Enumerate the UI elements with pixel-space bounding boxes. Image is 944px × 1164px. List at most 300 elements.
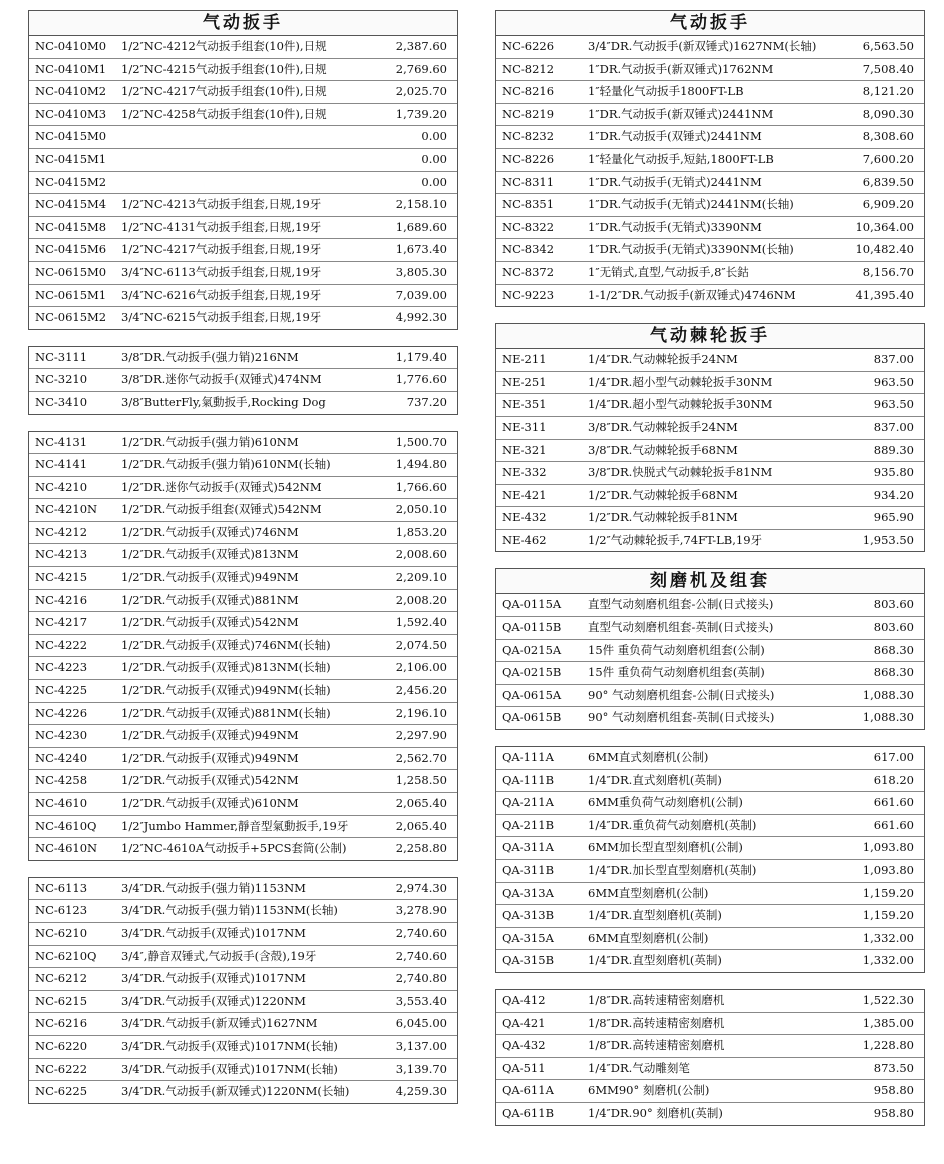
- table-row: [496, 905, 924, 928]
- product-price: 1,494.80: [395, 457, 447, 472]
- right-table-block: [495, 989, 925, 1126]
- product-code: NC-0615M1: [35, 287, 107, 302]
- table-row: [29, 1013, 457, 1036]
- product-description: 6MM直式刻磨机(公制): [588, 750, 709, 765]
- table-row: [29, 725, 457, 748]
- product-description: 1/4″DR.超小型气动棘轮扳手30NM: [588, 397, 773, 412]
- table-row: [496, 440, 924, 463]
- product-description: 15件 重负荷气动刻磨机组套(英制): [588, 665, 765, 680]
- product-price: 868.30: [873, 665, 914, 680]
- table-row: [496, 1035, 924, 1058]
- table-row: [496, 104, 924, 127]
- product-description: 3/8″DR.迷你气动扳手(双锤式)474NM: [121, 372, 322, 387]
- table-row: [496, 1103, 924, 1125]
- product-price: 2,258.80: [395, 841, 447, 856]
- product-description: 1″DR.气动扳手(双锤式)2441NM: [588, 129, 762, 144]
- table-row: [29, 923, 457, 946]
- table-row: [29, 680, 457, 703]
- product-price: 958.80: [873, 1105, 914, 1120]
- product-code: QA-313A: [502, 885, 554, 900]
- product-description: 直型气动刻磨机组套-公制(日式接头): [588, 597, 774, 612]
- product-description: 1/2″DR.气动扳手组套(双锤式)542NM: [121, 502, 322, 517]
- table-row: [496, 594, 924, 617]
- product-price: 1,088.30: [862, 687, 914, 702]
- product-description: 1/4″DR.直型刻磨机(英制): [588, 953, 722, 968]
- table-row: [29, 369, 457, 392]
- product-price: 2,209.10: [395, 570, 447, 585]
- product-code: NC-4610N: [35, 841, 98, 856]
- table-row: [496, 349, 924, 372]
- table-row: [496, 530, 924, 552]
- product-price: 1,228.80: [862, 1038, 914, 1053]
- table-row: [29, 816, 457, 839]
- product-description: 3/8″DR.快脱式气动棘轮扳手81NM: [588, 465, 773, 480]
- table-row: [496, 1058, 924, 1081]
- product-description: 1/2″NC-4258气动扳手组套(10件),日规: [121, 106, 327, 121]
- section-title: 气动棘轮扳手: [496, 324, 924, 349]
- table-row: [29, 748, 457, 771]
- product-price: 2,065.40: [395, 818, 447, 833]
- product-price: 0.00: [421, 129, 447, 144]
- product-code: NC-0410M2: [35, 84, 107, 99]
- product-code: NC-6212: [35, 971, 88, 986]
- product-price: 803.60: [873, 597, 914, 612]
- product-code: QA-313B: [502, 908, 555, 923]
- left-table-block: [28, 10, 458, 330]
- table-row: [496, 394, 924, 417]
- product-description: 1/2″DR.气动扳手(双锤式)813NM(长轴): [121, 660, 331, 675]
- product-code: NC-8322: [502, 219, 555, 234]
- table-row: [29, 194, 457, 217]
- product-description: 1-1/2″DR.气动扳手(新双锤式)4746NM: [588, 287, 796, 302]
- product-description: 1/2″NC-4217气动扳手组套(10件),日规: [121, 84, 327, 99]
- product-price: 4,992.30: [395, 310, 447, 325]
- table-row: [496, 815, 924, 838]
- product-code: QA-0615A: [502, 687, 562, 702]
- table-row: [496, 81, 924, 104]
- product-description: 1/4″DR.超小型气动棘轮扳手30NM: [588, 374, 773, 389]
- product-code: QA-421: [502, 1015, 546, 1030]
- product-code: NC-4213: [35, 547, 88, 562]
- product-code: NC-6225: [35, 1084, 88, 1099]
- table-row: [29, 522, 457, 545]
- table-row: [29, 59, 457, 82]
- product-code: NC-4222: [35, 637, 88, 652]
- product-code: NC-0415M4: [35, 197, 107, 212]
- product-price: 803.60: [873, 620, 914, 635]
- product-description: 直型气动刻磨机组套-英制(日式接头): [588, 620, 774, 635]
- table-row: [29, 1059, 457, 1082]
- product-description: 1″DR.气动扳手(无销式)3390NM: [588, 219, 762, 234]
- product-code: QA-412: [502, 992, 546, 1007]
- table-row: [29, 285, 457, 308]
- table-row: [496, 462, 924, 485]
- product-description: 3/4″DR.气动扳手(双锤式)1017NM(长轴): [121, 1038, 338, 1053]
- product-code: QA-0115B: [502, 620, 562, 635]
- product-price: 2,769.60: [395, 61, 447, 76]
- product-price: 2,074.50: [395, 637, 447, 652]
- section-title: 气动扳手: [29, 11, 457, 36]
- product-price: 1,776.60: [395, 372, 447, 387]
- product-code: NC-8232: [502, 129, 555, 144]
- product-description: 1/2″DR.气动扳手(双锤式)542NM: [121, 773, 299, 788]
- product-code: QA-315B: [502, 953, 555, 968]
- product-description: 1/2″NC-4131气动扳手组套,日规,19牙: [121, 219, 322, 234]
- product-price: 2,562.70: [395, 750, 447, 765]
- product-price: 1,853.20: [395, 524, 447, 539]
- product-price: 0.00: [421, 174, 447, 189]
- table-row: [29, 307, 457, 329]
- product-price: 1,592.40: [395, 615, 447, 630]
- product-price: 1,159.20: [862, 885, 914, 900]
- product-price: 2,050.10: [395, 502, 447, 517]
- product-code: NC-9223: [502, 287, 555, 302]
- table-row: [29, 838, 457, 860]
- table-row: [29, 968, 457, 991]
- product-description: 1/2″NC-4213气动扳手组套,日规,19牙: [121, 197, 322, 212]
- product-code: NC-4258: [35, 773, 88, 788]
- product-code: NC-0415M0: [35, 129, 107, 144]
- table-row: [496, 860, 924, 883]
- product-code: NE-432: [502, 510, 547, 525]
- product-price: 6,563.50: [862, 39, 914, 53]
- product-code: NC-3210: [35, 372, 88, 387]
- table-row: [29, 703, 457, 726]
- product-description: 90° 气动刻磨机组套-英制(日式接头): [588, 710, 775, 725]
- table-row: [496, 149, 924, 172]
- product-code: NC-3410: [35, 394, 88, 409]
- table-row: [29, 262, 457, 285]
- product-price: 935.80: [873, 465, 914, 480]
- table-row: [496, 990, 924, 1013]
- product-code: NC-4216: [35, 592, 88, 607]
- product-code: QA-211A: [502, 795, 554, 810]
- product-price: 1,179.40: [395, 349, 447, 364]
- product-description: [121, 172, 377, 194]
- table-row: [496, 126, 924, 149]
- table-row: [496, 1013, 924, 1036]
- left-table-block: [28, 431, 458, 861]
- product-code: QA-315A: [502, 930, 554, 945]
- product-description: 1/2″DR.气动扳手(双锤式)881NM: [121, 592, 299, 607]
- table-row: [29, 612, 457, 635]
- product-code: NC-6220: [35, 1038, 88, 1053]
- product-description: 1″DR.气动扳手(无销式)3390NM(长轴): [588, 242, 794, 257]
- product-code: NC-0615M0: [35, 264, 107, 279]
- product-code: NC-8342: [502, 242, 555, 257]
- product-code: NC-8219: [502, 106, 555, 121]
- product-description: 1/4″DR.直式刻磨机(英制): [588, 772, 722, 787]
- product-price: 6,839.50: [862, 174, 914, 189]
- product-description: 1/4″DR.气动雕刻笔: [588, 1060, 690, 1075]
- product-price: 2,025.70: [395, 84, 447, 99]
- table-row: [29, 635, 457, 658]
- table-row: [496, 950, 924, 972]
- section-title: 刻磨机及组套: [496, 569, 924, 594]
- product-description: 1″轻量化气动扳手,短鈷,1800FT-LB: [588, 151, 774, 166]
- product-description: 3/4″DR.气动扳手(强力销)1153NM: [121, 880, 306, 895]
- product-code: NC-4240: [35, 750, 88, 765]
- product-code: QA-511: [502, 1060, 546, 1075]
- product-price: 1,385.00: [862, 1015, 914, 1030]
- product-code: NC-8226: [502, 151, 555, 166]
- product-code: NC-6123: [35, 903, 88, 918]
- table-row: [29, 432, 457, 455]
- product-description: 1/8″DR.高转速精密刻磨机: [588, 1038, 725, 1053]
- product-price: 661.60: [873, 817, 914, 832]
- product-code: QA-111B: [502, 772, 555, 787]
- product-price: 10,482.40: [855, 242, 914, 257]
- right-table-block: [495, 10, 925, 307]
- product-code: NC-4225: [35, 683, 88, 698]
- product-price: 963.50: [873, 374, 914, 389]
- table-row: [29, 946, 457, 969]
- product-price: 7,600.20: [862, 151, 914, 166]
- product-code: QA-432: [502, 1038, 546, 1053]
- product-price: 618.20: [873, 772, 914, 787]
- product-code: NC-0415M8: [35, 219, 107, 234]
- table-row: [496, 770, 924, 793]
- product-description: 1/2″气动棘轮扳手,74FT-LB,19牙: [588, 532, 763, 547]
- product-description: 90° 气动刻磨机组套-公制(日式接头): [588, 687, 775, 702]
- product-price: 3,278.90: [395, 903, 447, 918]
- product-description: 1/2″DR.气动扳手(双锤式)746NM: [121, 524, 299, 539]
- product-description: 1/2″NC-4217气动扳手组套,日规,19牙: [121, 242, 322, 257]
- product-code: QA-111A: [502, 750, 554, 765]
- product-price: 3,805.30: [395, 264, 447, 279]
- product-price: 837.00: [873, 352, 914, 367]
- product-description: 1/4″DR.重负荷气动刻磨机(英制): [588, 817, 757, 832]
- left-table-block: [28, 346, 458, 415]
- product-price: 1,258.50: [395, 773, 447, 788]
- table-row: [496, 194, 924, 217]
- product-price: 617.00: [873, 750, 914, 765]
- product-code: NC-6113: [35, 880, 88, 895]
- product-code: NC-8372: [502, 264, 555, 279]
- table-row: [29, 770, 457, 793]
- product-description: 1/8″DR.高转速精密刻磨机: [588, 1015, 725, 1030]
- product-price: 8,090.30: [862, 106, 914, 121]
- product-description: 1/2″DR.气动棘轮扳手68NM: [588, 487, 738, 502]
- product-price: 1,093.80: [862, 863, 914, 877]
- product-code: NC-4210N: [35, 502, 98, 517]
- product-description: 1/2″DR.气动扳手(双锤式)949NM: [121, 750, 299, 765]
- table-row: [29, 217, 457, 240]
- product-code: NC-0410M0: [35, 39, 107, 53]
- table-row: [29, 104, 457, 127]
- product-price: 1,739.20: [395, 106, 447, 121]
- product-code: NC-4212: [35, 524, 88, 539]
- product-price: 2,158.10: [395, 197, 447, 212]
- product-code: NE-462: [502, 532, 547, 547]
- table-row: [496, 640, 924, 663]
- product-code: NC-6216: [35, 1016, 88, 1031]
- product-description: 1″无销式,直型,气动扳手,8″长鈷: [588, 264, 749, 279]
- product-price: 1,766.60: [395, 479, 447, 494]
- product-description: 1/2″DR.气动扳手(双锤式)949NM(长轴): [121, 683, 331, 698]
- product-code: NC-4131: [35, 434, 88, 449]
- product-description: 1/2″DR.气动棘轮扳手81NM: [588, 510, 738, 525]
- product-price: 737.20: [406, 394, 447, 409]
- product-code: NC-4610: [35, 796, 88, 810]
- table-row: [29, 126, 457, 149]
- product-code: NC-6210: [35, 925, 88, 940]
- product-price: 8,121.20: [862, 84, 914, 99]
- product-price: 868.30: [873, 642, 914, 657]
- product-code: NC-8311: [502, 174, 555, 189]
- table-row: [29, 793, 457, 816]
- product-price: 0.00: [421, 151, 447, 166]
- product-description: 3/4″NC-6215气动扳手组套,日规,19牙: [121, 310, 322, 325]
- product-code: NC-4610Q: [35, 818, 97, 833]
- product-description: 1/2″NC-4215气动扳手组套(10件),日规: [121, 61, 327, 76]
- product-description: 1/4″DR.加长型直型刻磨机(英制): [588, 863, 757, 877]
- left-table-block: [28, 877, 458, 1104]
- product-price: 3,137.00: [395, 1038, 447, 1053]
- table-row: [29, 81, 457, 104]
- product-code: NC-4215: [35, 570, 88, 585]
- product-description: 3/8″DR.气动棘轮扳手24NM: [588, 419, 738, 434]
- product-price: 3,553.40: [395, 993, 447, 1008]
- table-row: [496, 239, 924, 262]
- product-code: NC-6215: [35, 993, 88, 1008]
- product-code: NC-6226: [502, 39, 555, 53]
- product-description: 1/2″DR.迷你气动扳手(双锤式)542NM: [121, 479, 322, 494]
- product-code: NE-351: [502, 397, 547, 412]
- table-row: [496, 883, 924, 906]
- product-description: 1″DR.气动扳手(无销式)2441NM(长轴): [588, 197, 794, 212]
- table-row: [496, 485, 924, 508]
- product-price: 6,909.20: [862, 197, 914, 212]
- product-code: NC-0415M6: [35, 242, 107, 257]
- product-description: 3/8″DR.气动棘轮扳手68NM: [588, 442, 738, 457]
- product-code: NC-4230: [35, 728, 88, 743]
- product-description: 6MM90° 刻磨机(公制): [588, 1083, 710, 1098]
- product-description: 3/4″DR.气动扳手(新双锤式)1627NM(长轴): [588, 39, 817, 53]
- table-row: [496, 59, 924, 82]
- product-description: 6MM直型刻磨机(公制): [588, 885, 709, 900]
- product-price: 1,159.20: [862, 908, 914, 923]
- product-code: QA-311B: [502, 863, 555, 877]
- product-code: QA-0615B: [502, 710, 562, 725]
- product-code: NE-251: [502, 374, 547, 389]
- product-code: NE-211: [502, 352, 547, 367]
- product-description: 1/2″DR.气动扳手(双锤式)542NM: [121, 615, 299, 630]
- product-price: 7,508.40: [862, 61, 914, 76]
- section-title: 气动扳手: [496, 11, 924, 36]
- product-price: 1,332.00: [862, 953, 914, 968]
- product-price: 1,689.60: [395, 219, 447, 234]
- table-row: [496, 792, 924, 815]
- product-price: 2,106.00: [395, 660, 447, 675]
- right-table-block: [495, 323, 925, 552]
- product-description: 6MM加长型直型刻磨机(公制): [588, 840, 743, 855]
- table-row: [496, 172, 924, 195]
- table-row: [496, 217, 924, 240]
- product-price: 965.90: [873, 510, 914, 525]
- product-price: 1,953.50: [862, 532, 914, 547]
- product-description: [121, 149, 377, 171]
- table-row: [29, 477, 457, 500]
- table-row: [29, 991, 457, 1014]
- product-price: 2,387.60: [395, 39, 447, 53]
- product-code: NC-4217: [35, 615, 88, 630]
- product-description: 3/4″NC-6216气动扳手组套,日规,19牙: [121, 287, 322, 302]
- product-code: QA-611A: [502, 1083, 554, 1098]
- product-code: NE-332: [502, 465, 547, 480]
- product-description: 1″DR.气动扳手(新双锤式)2441NM: [588, 106, 774, 121]
- product-description: 3/4″DR.气动扳手(双锤式)1220NM: [121, 993, 306, 1008]
- table-row: [29, 590, 457, 613]
- table-row: [496, 285, 924, 307]
- table-row: [29, 36, 457, 59]
- product-price: 1,088.30: [862, 710, 914, 725]
- left-column: [28, 10, 458, 1104]
- product-description: 1/2″Jumbo Hammer,靜音型氣動扳手,19牙: [121, 818, 349, 833]
- product-description: 1/2″DR.气动扳手(双锤式)813NM: [121, 547, 299, 562]
- product-description: 3/4″DR.气动扳手(强力销)1153NM(长轴): [121, 903, 338, 918]
- product-price: 661.60: [873, 795, 914, 810]
- product-price: 873.50: [873, 1060, 914, 1075]
- product-description: 3/4″DR.气动扳手(新双锤式)1627NM: [121, 1016, 318, 1031]
- right-table-block: [495, 568, 925, 730]
- product-price: 2,740.60: [395, 925, 447, 940]
- product-price: 2,008.20: [395, 592, 447, 607]
- table-row: [29, 544, 457, 567]
- product-description: 1/2″DR.气动扳手(双锤式)881NM(长轴): [121, 705, 331, 720]
- product-code: NC-8351: [502, 197, 555, 212]
- product-description: 1/2″DR.气动扳手(强力销)610NM(长轴): [121, 457, 331, 472]
- product-price: 6,045.00: [395, 1016, 447, 1031]
- product-code: NC-6210Q: [35, 948, 97, 963]
- product-code: QA-211B: [502, 817, 555, 832]
- product-description: 1/4″DR.直型刻磨机(英制): [588, 908, 722, 923]
- product-code: NC-0615M2: [35, 310, 107, 325]
- product-code: NC-4223: [35, 660, 88, 675]
- product-price: 1,522.30: [862, 992, 914, 1007]
- table-row: [496, 747, 924, 770]
- product-price: 2,297.90: [395, 728, 447, 743]
- table-row: [496, 507, 924, 530]
- right-column: [495, 10, 925, 1126]
- table-row: [29, 1036, 457, 1059]
- product-code: NC-0415M1: [35, 151, 107, 166]
- product-code: NC-0410M1: [35, 61, 107, 76]
- table-row: [496, 262, 924, 285]
- product-price: 958.80: [873, 1083, 914, 1098]
- table-row: [496, 417, 924, 440]
- product-code: NC-8212: [502, 61, 555, 76]
- table-row: [29, 172, 457, 195]
- product-description: 3/4″DR.气动扳手(新双锤式)1220NM(长轴): [121, 1084, 350, 1099]
- product-price: 2,008.60: [395, 547, 447, 562]
- product-description: 1/4″DR.90° 刻磨机(英制): [588, 1105, 723, 1120]
- product-code: NC-4210: [35, 479, 88, 494]
- product-price: 2,065.40: [395, 796, 447, 810]
- product-price: 2,974.30: [395, 880, 447, 895]
- product-price: 1,093.80: [862, 840, 914, 855]
- product-description: 3/4″,静音双锤式,气动扳手(含殻),19牙: [121, 948, 317, 963]
- product-code: QA-0115A: [502, 597, 562, 612]
- product-price: 7,039.00: [395, 287, 447, 302]
- table-row: [496, 372, 924, 395]
- table-row: [29, 454, 457, 477]
- product-description: 1/2″DR.气动扳手(双锤式)746NM(长轴): [121, 637, 331, 652]
- table-row: [29, 149, 457, 172]
- product-price: 1,332.00: [862, 930, 914, 945]
- product-price: 889.30: [873, 442, 914, 457]
- product-price: 4,259.30: [395, 1084, 447, 1099]
